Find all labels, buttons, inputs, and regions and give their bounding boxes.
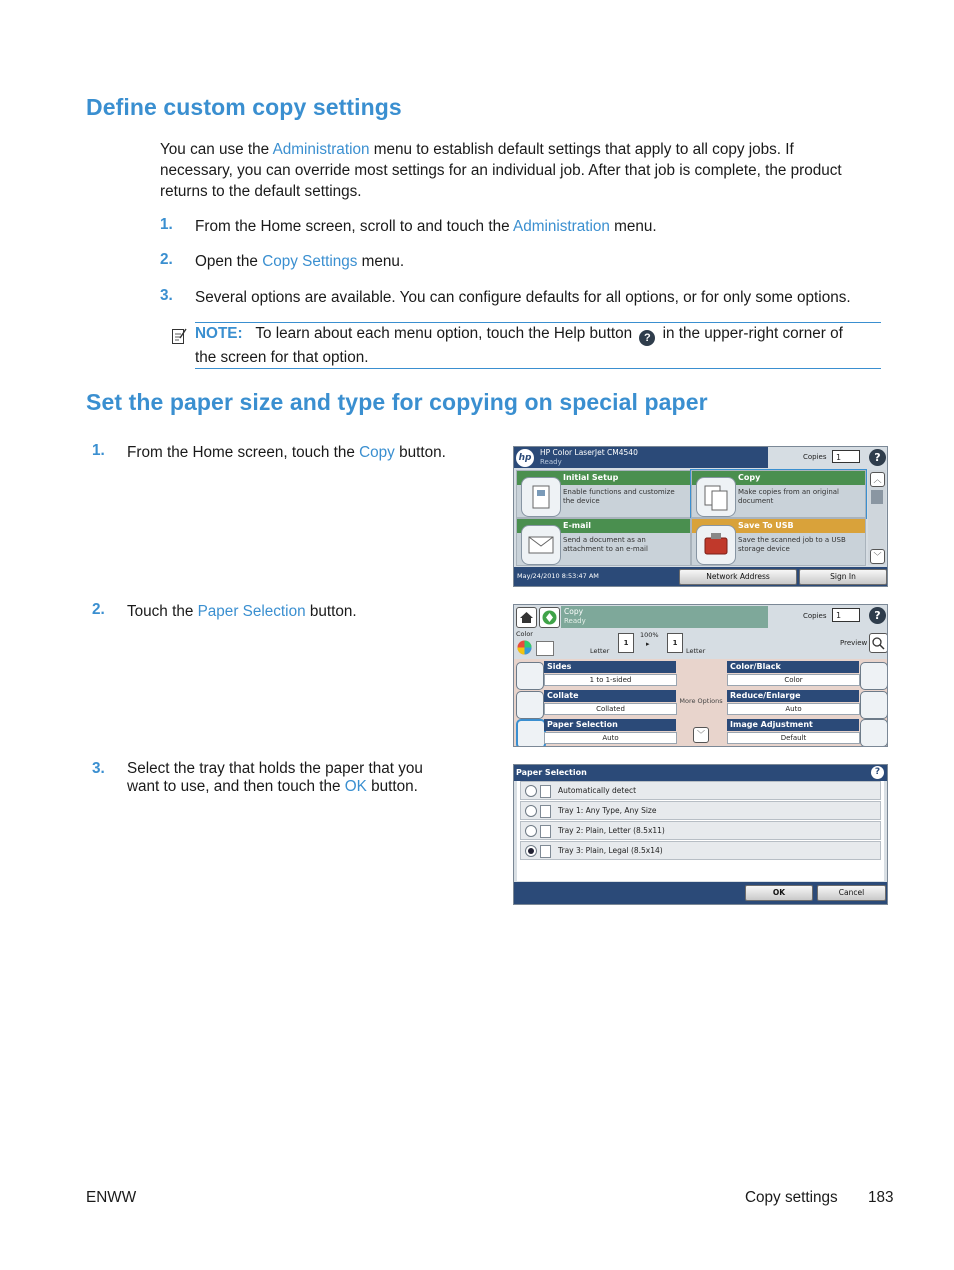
note-label: NOTE: bbox=[195, 325, 243, 342]
tile-title: E-mail bbox=[517, 519, 690, 533]
step-text-part: Touch the bbox=[127, 603, 198, 620]
more-options-label[interactable]: More Options bbox=[679, 697, 723, 705]
help-icon[interactable]: ? bbox=[869, 607, 886, 624]
save-to-usb-tile[interactable] bbox=[691, 518, 866, 566]
paper-selection-link[interactable]: Paper Selection bbox=[197, 603, 306, 620]
radio-button[interactable] bbox=[525, 805, 537, 817]
paper-icon bbox=[540, 785, 551, 798]
initial-setup-tile[interactable] bbox=[516, 470, 691, 518]
copies-input[interactable]: 1 bbox=[832, 450, 860, 463]
paper-selection-screen bbox=[513, 764, 888, 905]
step-text-part: From the Home screen, scroll to and touch the bbox=[195, 218, 513, 235]
output-count: 1 bbox=[667, 633, 683, 653]
sides-icon[interactable] bbox=[516, 662, 544, 690]
option-label: Automatically detect bbox=[558, 786, 637, 795]
step-text bbox=[195, 251, 404, 272]
paper-selection-title: Paper Selection bbox=[516, 768, 587, 777]
help-icon[interactable]: ? bbox=[869, 449, 886, 466]
step-text-part: Open the bbox=[195, 253, 263, 270]
radio-button[interactable] bbox=[525, 825, 537, 837]
copy-screen bbox=[513, 604, 888, 747]
note-text: To learn about each menu option, touch the Help button bbox=[255, 325, 633, 342]
radio-button[interactable] bbox=[525, 785, 537, 797]
field-label: Paper Selection bbox=[544, 719, 676, 731]
field-label: Collate bbox=[544, 690, 676, 702]
field-label: Image Adjustment bbox=[727, 719, 859, 731]
intro-text: necessary, you can override most settings for an individual job. After that job is complete, the product bbox=[160, 162, 842, 179]
scroll-down-icon[interactable]: ﹀ bbox=[870, 549, 885, 564]
collate-icon[interactable] bbox=[516, 691, 544, 719]
image-adjustment-value[interactable]: Default bbox=[727, 732, 860, 744]
copies-label: Copies bbox=[803, 612, 827, 620]
envelope-icon bbox=[521, 525, 561, 565]
paper-icon bbox=[540, 805, 551, 818]
home-header bbox=[514, 447, 768, 468]
color-wheel-icon bbox=[516, 639, 533, 656]
original-count: 1 bbox=[618, 633, 634, 653]
tile-description: Send a document as an attachment to an e-mail bbox=[563, 536, 648, 553]
ok-button[interactable]: OK bbox=[745, 885, 813, 901]
sides-value[interactable]: 1 to 1-sided bbox=[544, 674, 677, 686]
step-text bbox=[195, 216, 657, 237]
paper-selection-value[interactable]: Auto bbox=[544, 732, 677, 744]
tile-title: Save To USB bbox=[692, 519, 865, 533]
step-number: 1. bbox=[160, 216, 173, 233]
color-black-icon[interactable] bbox=[860, 662, 888, 690]
original-paper: Letter bbox=[590, 647, 610, 655]
setup-icon bbox=[521, 477, 561, 517]
step-text-part: menu. bbox=[357, 253, 405, 270]
paper-option-auto[interactable] bbox=[520, 781, 881, 800]
copy-tile[interactable] bbox=[691, 470, 866, 518]
step-text: Several options are available. You can configure defaults for all options, or for only some options. bbox=[195, 289, 851, 306]
image-adjustment-icon[interactable] bbox=[860, 719, 888, 747]
reduce-enlarge-icon[interactable] bbox=[860, 691, 888, 719]
section-heading-paper-size: Set the paper size and type for copying on special paper bbox=[86, 389, 708, 415]
copies-area bbox=[768, 447, 866, 468]
note-bottom-rule bbox=[195, 368, 881, 369]
sign-in-button[interactable]: Sign In bbox=[799, 569, 887, 585]
email-tile[interactable] bbox=[516, 518, 691, 566]
option-label: Tray 2: Plain, Letter (8.5x11) bbox=[558, 826, 665, 835]
step-number: 3. bbox=[160, 287, 173, 304]
intro-text: menu to establish default settings that apply to all copy jobs. If bbox=[369, 141, 794, 158]
color-label: Color bbox=[516, 630, 533, 638]
paper-icon bbox=[540, 825, 551, 838]
home-screen bbox=[513, 446, 888, 587]
scale-value: 100% bbox=[640, 631, 659, 639]
copy-icon bbox=[696, 477, 736, 517]
tile-title: Copy bbox=[692, 471, 865, 485]
hp-logo-icon: hp bbox=[516, 449, 534, 467]
printer-model: HP Color LaserJet CM4540 bbox=[540, 448, 638, 457]
arrow-icon: ▸ bbox=[646, 640, 650, 648]
network-address-button[interactable]: Network Address bbox=[679, 569, 797, 585]
copy-link[interactable]: Copy bbox=[359, 444, 395, 461]
tile-description: Save the scanned job to a USB storage device bbox=[738, 536, 846, 553]
copy-title: Copy bbox=[564, 607, 584, 616]
cancel-button[interactable]: Cancel bbox=[817, 885, 886, 901]
preview-icon[interactable] bbox=[869, 633, 888, 653]
step-text-part: menu. bbox=[609, 218, 657, 235]
step-text-part: button. bbox=[305, 603, 357, 620]
step-text-part: button. bbox=[394, 444, 446, 461]
step-text-part: button. bbox=[366, 778, 418, 795]
copies-input[interactable]: 1 bbox=[832, 608, 860, 622]
footer-left: ENWW bbox=[86, 1189, 137, 1206]
printer-status: Ready bbox=[540, 458, 562, 466]
paper-option-tray1[interactable] bbox=[520, 801, 881, 820]
step-text bbox=[127, 760, 423, 796]
paper-selection-footer bbox=[514, 882, 887, 904]
copy-title-bar bbox=[561, 606, 768, 628]
copies-label: Copies bbox=[803, 453, 827, 461]
step-text bbox=[127, 442, 446, 463]
start-copy-icon[interactable] bbox=[539, 607, 560, 628]
option-label: Tray 1: Any Type, Any Size bbox=[558, 806, 657, 815]
note-paragraph bbox=[195, 323, 885, 368]
step-number: 2. bbox=[92, 601, 105, 618]
ok-link[interactable]: OK bbox=[344, 778, 367, 795]
section-heading-custom-copy: Define custom copy settings bbox=[86, 94, 402, 120]
paper-icon bbox=[540, 845, 551, 858]
intro-text: returns to the default settings. bbox=[160, 183, 362, 200]
paper-selection-icon[interactable] bbox=[516, 719, 546, 747]
administration-link[interactable]: Administration bbox=[272, 141, 370, 158]
paper-option-tray2[interactable] bbox=[520, 821, 881, 840]
note-icon bbox=[171, 327, 187, 345]
help-icon: ? bbox=[639, 330, 655, 346]
field-label: Color/Black bbox=[727, 661, 859, 673]
paper-selection-header bbox=[514, 765, 887, 781]
step-number: 3. bbox=[92, 760, 105, 777]
page-number: 183 bbox=[868, 1189, 894, 1206]
help-icon[interactable]: ? bbox=[871, 766, 884, 779]
step-text-part: want to use, and then touch the bbox=[127, 778, 345, 795]
step-number: 2. bbox=[160, 251, 173, 268]
reduce-enlarge-value[interactable]: Auto bbox=[727, 703, 860, 715]
preview-label: Preview bbox=[840, 639, 868, 647]
more-options-down-icon[interactable]: ﹀ bbox=[693, 727, 709, 743]
home-icon[interactable] bbox=[516, 607, 537, 628]
field-label: Reduce/Enlarge bbox=[727, 690, 859, 702]
step-number: 1. bbox=[92, 442, 105, 459]
footer-section: Copy settings bbox=[745, 1189, 838, 1206]
datetime: May/24/2010 8:53:47 AM bbox=[517, 572, 599, 580]
option-label: Tray 3: Plain, Legal (8.5x14) bbox=[558, 846, 663, 855]
note-text: the screen for that option. bbox=[195, 349, 369, 366]
output-paper: Letter bbox=[686, 647, 706, 655]
radio-button-selected[interactable] bbox=[525, 845, 537, 857]
scroll-thumb[interactable] bbox=[871, 490, 883, 504]
copy-header bbox=[514, 605, 887, 630]
scrollbar[interactable] bbox=[868, 470, 886, 565]
step-text-part: Select the tray that holds the paper that you bbox=[127, 760, 423, 777]
intro-text: You can use the bbox=[160, 141, 273, 158]
step-text bbox=[127, 601, 357, 622]
collate-value[interactable]: Collated bbox=[544, 703, 677, 715]
scroll-up-icon[interactable]: ︿ bbox=[870, 472, 885, 487]
intro-paragraph bbox=[160, 139, 890, 202]
administration-link[interactable]: Administration bbox=[513, 218, 610, 235]
note-text: in the upper-right corner of bbox=[662, 325, 843, 342]
step-text-part: From the Home screen, touch the bbox=[127, 444, 360, 461]
paper-option-tray3[interactable] bbox=[520, 841, 881, 860]
field-label: Sides bbox=[544, 661, 676, 673]
home-footer bbox=[514, 567, 887, 586]
original-icon bbox=[536, 641, 554, 656]
usb-icon bbox=[696, 525, 736, 565]
copy-settings-link[interactable]: Copy Settings bbox=[262, 253, 358, 270]
tile-description: Enable functions and customize the device bbox=[563, 488, 675, 505]
copy-status: Ready bbox=[564, 617, 586, 625]
tile-title: Initial Setup bbox=[517, 471, 690, 485]
options-list bbox=[517, 781, 884, 881]
color-black-value[interactable]: Color bbox=[727, 674, 860, 686]
tile-description: Make copies from an original document bbox=[738, 488, 839, 505]
